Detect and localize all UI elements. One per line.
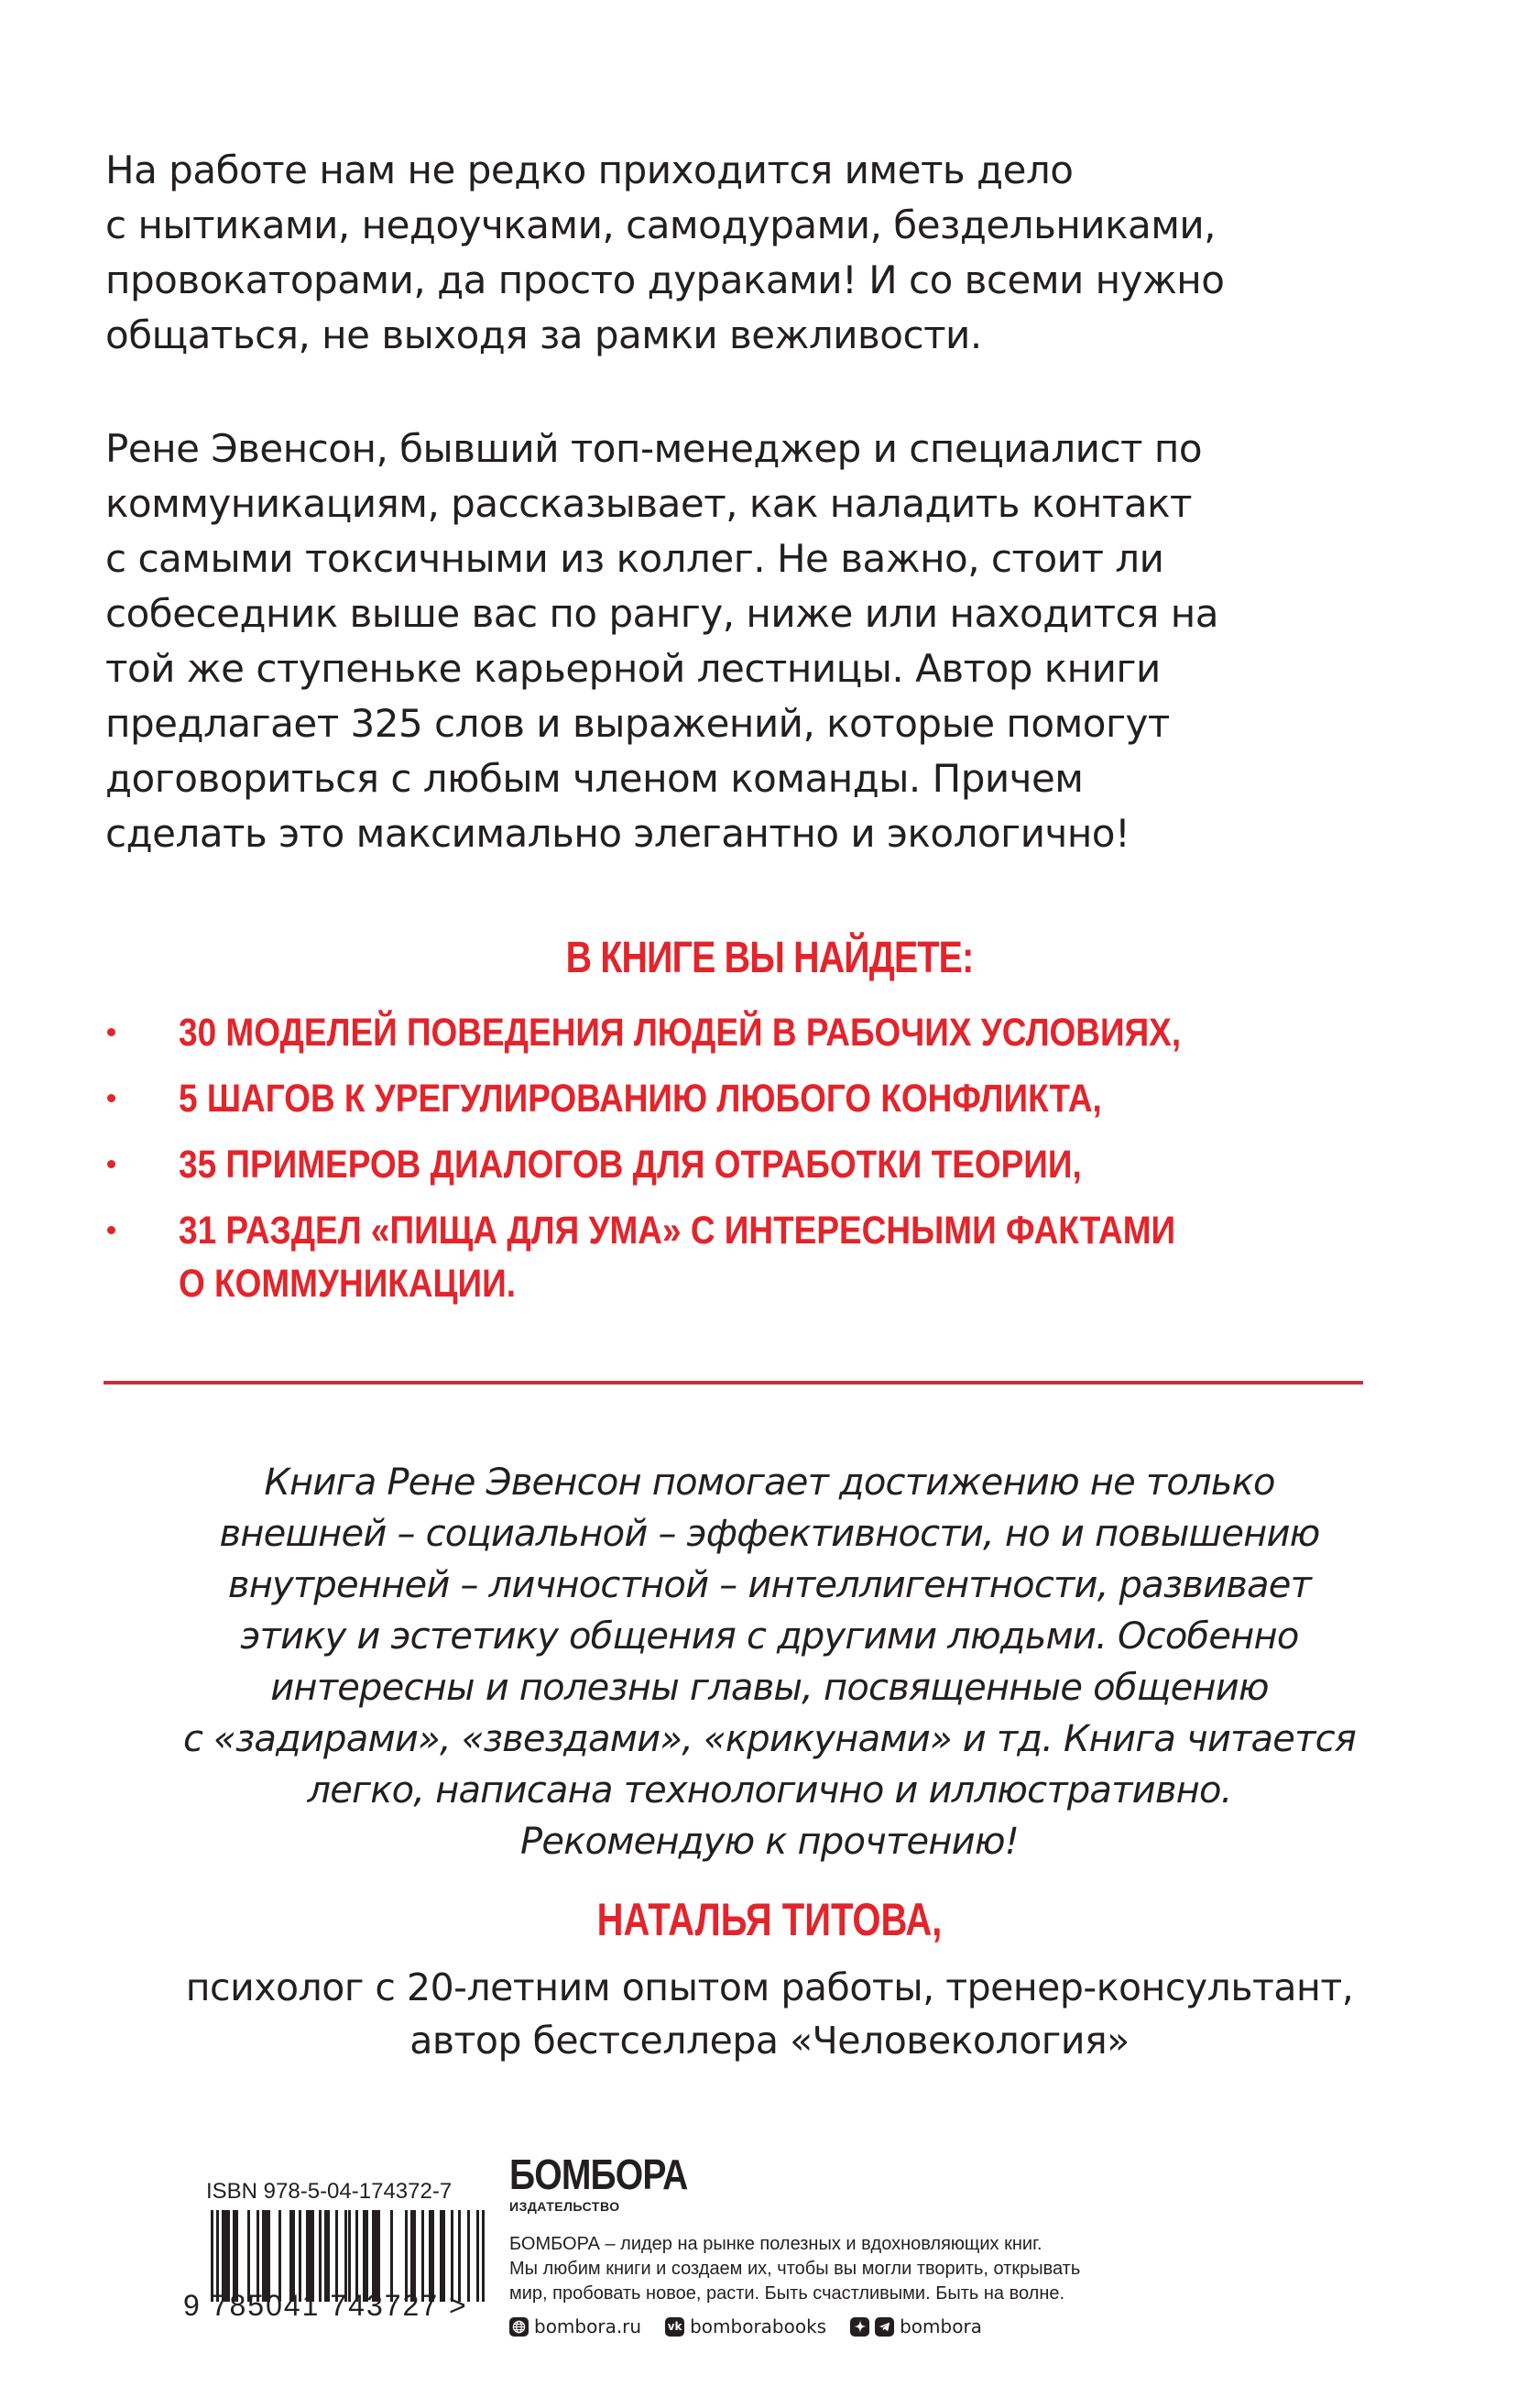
- barcode-icon: [211, 2210, 486, 2302]
- text-line: Рене Эвенсон, бывший топ-менеджер и специалист по: [105, 426, 1203, 471]
- text-line: с нытиками, недоучками, самодурами, бездельниками,: [105, 202, 1217, 247]
- features-heading: В КНИГЕ ВЫ НАЙДЕТЕ:: [565, 934, 974, 982]
- barcode-digits: 9 785041 743727 >: [183, 2289, 468, 2322]
- social-label: bombora: [900, 2315, 982, 2337]
- social-vk[interactable]: [665, 2315, 826, 2337]
- publisher-logo: БОМБОРА: [509, 2151, 688, 2198]
- text-line: собеседник выше вас по рангу, ниже или находится на: [105, 591, 1218, 636]
- feature-text: 30 МОДЕЛЕЙ ПОВЕДЕНИЯ ЛЮДЕЙ В РАБОЧИХ УСЛОВИЯХ,: [179, 1011, 1182, 1055]
- social-website[interactable]: [509, 2315, 641, 2337]
- text-line: договориться с любым членом команды. Причем: [105, 756, 1084, 801]
- quote-line: интересны и полезны главы, посвященные общению: [270, 1667, 1269, 1709]
- quote-line: Книга Рене Эвенсон помогает достижению не только: [264, 1461, 1275, 1504]
- text-line: той же ступеньке карьерной лестницы. Автор книги: [105, 646, 1161, 691]
- divider: [104, 1381, 1363, 1385]
- intro-paragraph-1: [105, 143, 1424, 363]
- features-list: [0, 1006, 1539, 1323]
- reviewer-description: [0, 1961, 1539, 2067]
- quote-line: внутренней – личностной – интеллигентности, развивает: [227, 1564, 1312, 1606]
- vk-icon: vk: [665, 2317, 684, 2337]
- text-line: предлагает 325 слов и выражений, которые помогут: [105, 701, 1170, 746]
- social-telegram[interactable]: [850, 2315, 982, 2337]
- social-label: bomborabooks: [690, 2315, 827, 2337]
- feature-item: [0, 1006, 1539, 1059]
- social-links: [509, 2315, 1242, 2337]
- feature-text: 5 ШАГОВ К УРЕГУЛИРОВАНИЮ ЛЮБОГО КОНФЛИКТА,: [179, 1077, 1102, 1121]
- desc-line: мир, пробовать новое, расти. Быть счастливыми. Быть на волне.: [509, 2283, 1065, 2304]
- quote-line: Рекомендую к прочтению!: [520, 1821, 1019, 1863]
- isbn-label: ISBN 978-5-04-174372-7: [206, 2179, 453, 2204]
- text-line: с самыми токсичными из коллег. Не важно, стоит ли: [105, 536, 1164, 581]
- feature-item: [0, 1138, 1539, 1191]
- desc-line: БОМБОРА – лидер на рынке полезных и вдохновляющих книг.: [509, 2234, 1042, 2254]
- feature-item: [0, 1204, 1539, 1310]
- text-line: коммуникациям, рассказывает, как наладить контакт: [105, 481, 1192, 526]
- bullet-dot-icon: [107, 1028, 115, 1036]
- reviewer-desc-line: автор бестселлера «Человекология»: [409, 2019, 1130, 2063]
- bullet-dot-icon: [107, 1226, 115, 1234]
- intro-paragraph-2: [105, 421, 1424, 861]
- text-line: общаться, не выходя за рамки вежливости.: [105, 312, 982, 357]
- bullet-dot-icon: [107, 1094, 115, 1102]
- bullet-dot-icon: [107, 1160, 115, 1168]
- reviewer-name: НАТАЛЬЯ ТИТОВА,: [596, 1894, 943, 1945]
- quote-line: легко, написана технологично и иллюстративно.: [307, 1769, 1232, 1811]
- feature-text: О КОММУНИКАЦИИ.: [179, 1262, 516, 1306]
- publisher-subtitle: ИЗДАТЕЛЬСТВО: [509, 2199, 620, 2214]
- globe-icon: [509, 2317, 529, 2337]
- feature-text: 35 ПРИМЕРОВ ДИАЛОГОВ ДЛЯ ОТРАБОТКИ ТЕОРИИ,: [179, 1143, 1082, 1187]
- text-line: На работе нам не редко приходится иметь дело: [105, 148, 1074, 192]
- quote-line: этику и эстетику общения с другими людьми. Особенно: [240, 1615, 1299, 1658]
- social-label: bombora.ru: [534, 2315, 642, 2337]
- feature-item: [0, 1072, 1539, 1125]
- feature-text: 31 РАЗДЕЛ «ПИЩА ДЛЯ УМА» С ИНТЕРЕСНЫМИ ФАКТАМИ: [179, 1209, 1176, 1253]
- reviewer-desc-line: психолог с 20-летним опытом работы, тренер-консультант,: [185, 1965, 1354, 2009]
- text-line: провокаторами, да просто дураками! И со всеми нужно: [105, 257, 1225, 302]
- desc-line: Мы любим книги и создаем их, чтобы вы могли творить, открывать: [509, 2259, 1081, 2279]
- telegram-icon: [875, 2317, 894, 2337]
- text-line: сделать это максимально элегантно и экологично!: [105, 811, 1130, 856]
- sparkle-icon: [850, 2317, 869, 2337]
- publisher-block: [509, 2153, 1242, 2337]
- publisher-description: [509, 2232, 1242, 2306]
- review-quote: [0, 1457, 1539, 1867]
- quote-line: с «задирами», «звездами», «крикунами» и тд. Книга читается: [182, 1718, 1357, 1760]
- quote-line: внешней – социальной – эффективности, но и повышению: [219, 1513, 1320, 1555]
